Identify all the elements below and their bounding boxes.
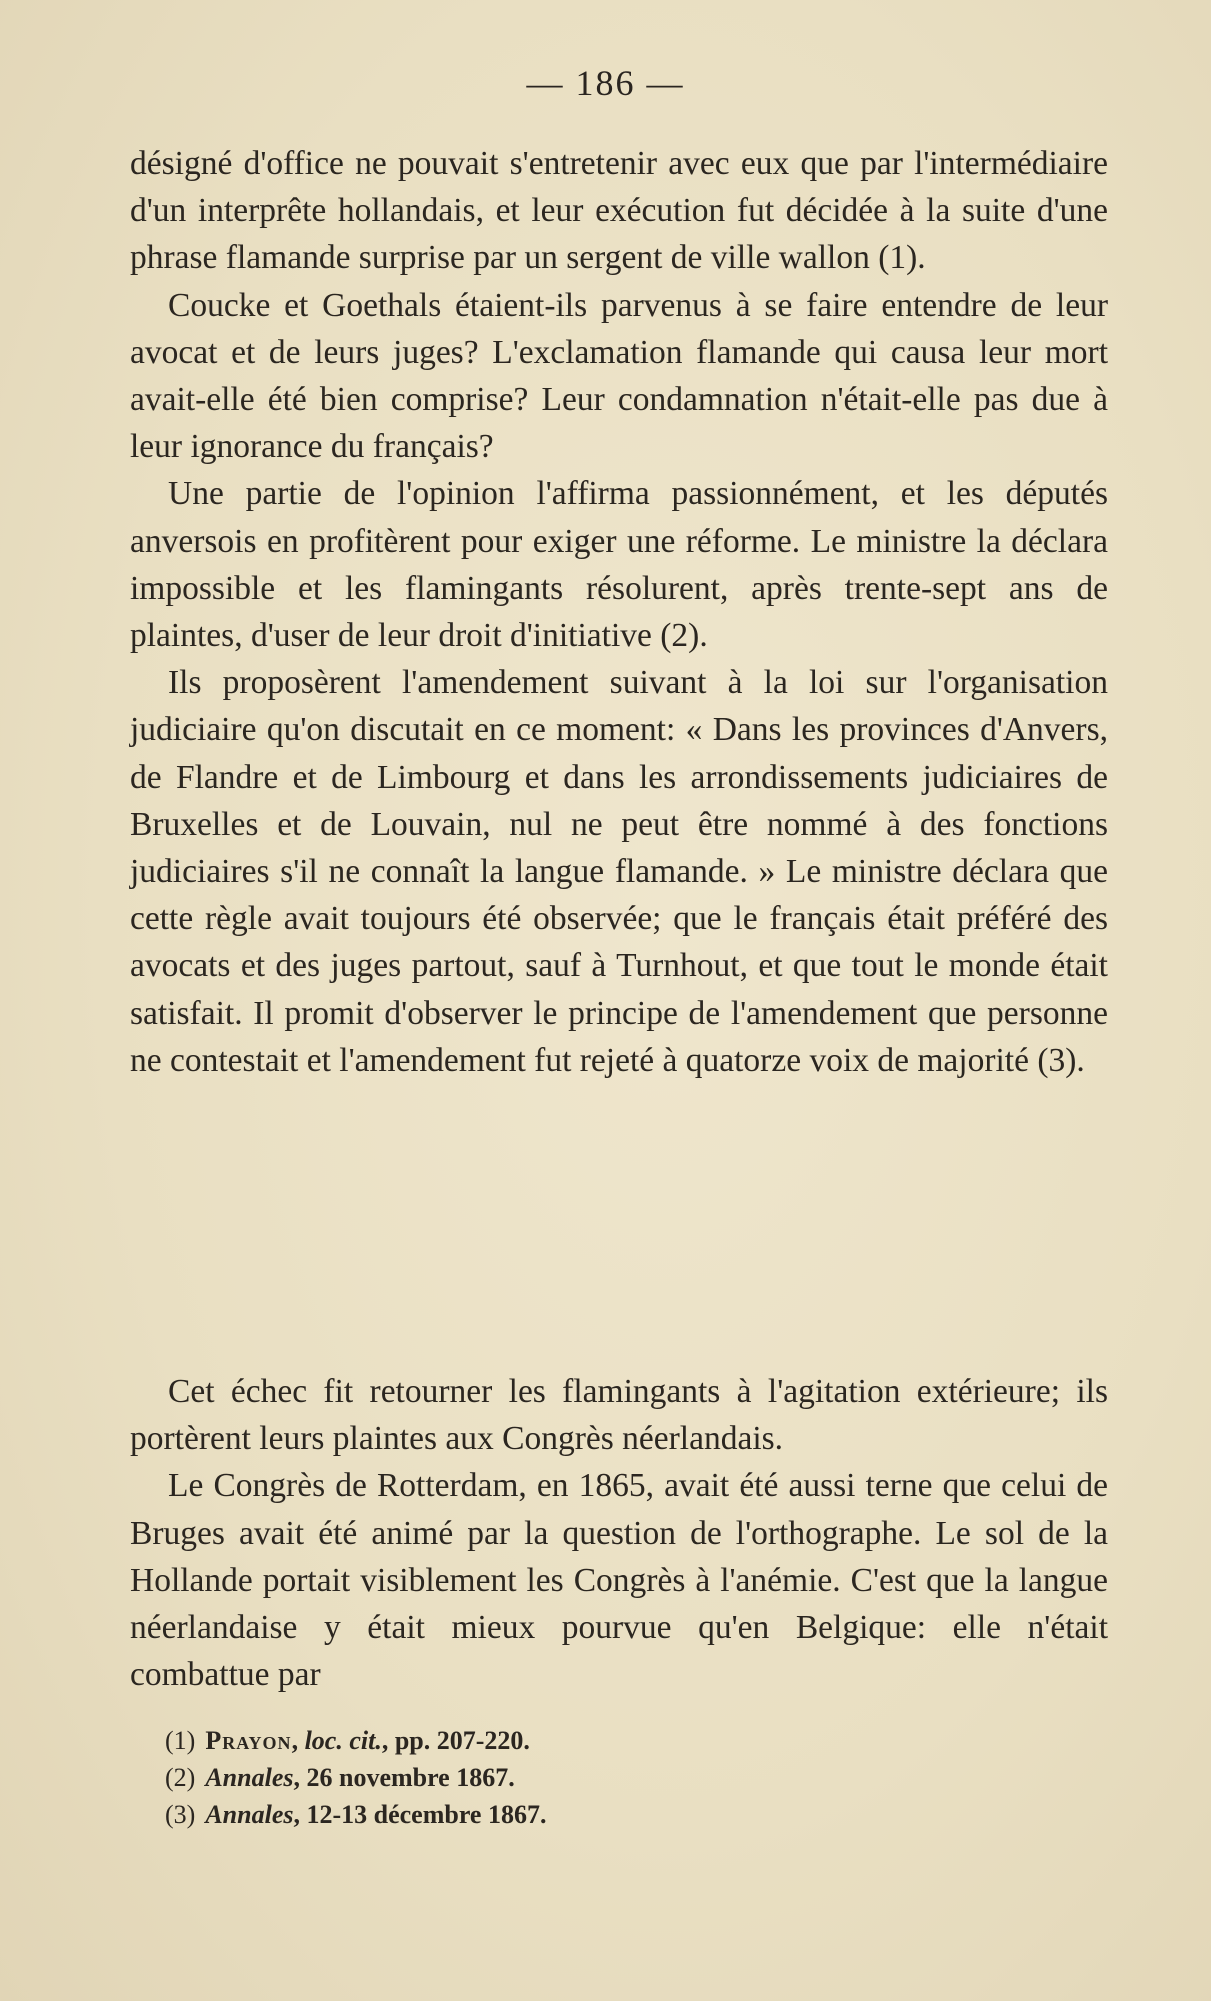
page-number: — 186 — [526, 63, 685, 103]
paragraph: Cet échec fit retourner les flamingants à l'agitation extérieure; ils portèrent leurs plaintes aux Congrès néerlandais. [130, 1373, 1108, 1458]
footnote-source: Annales [205, 1763, 294, 1792]
footnote-1: (1) Prayon, loc. cit., pp. 207-220. [165, 1726, 530, 1755]
footnote-number: (3) [165, 1800, 196, 1829]
footnote-rest: , 26 novembre 1867. [293, 1763, 515, 1792]
footnote-number: (1) [165, 1726, 196, 1755]
footnote-rest: , 12-13 décembre 1867. [293, 1800, 547, 1829]
paragraph: Ils proposèrent l'amendement suivant à la loi sur l'organisation judiciaire qu'on discutait en ce moment: « Dans les provinces d'Anvers, de Flandre et de Limbourg et dans les arrondissements judiciaires de Bruxelles et de Louvain, nul ne peut être nommé à des fonctions judiciaires s'il ne connaît la langue flamande. » Le ministre déclara que cette règle avait toujours été observée; que le français était préféré des avocats et des juges partout, sauf à Turnhout, et que tout le monde était satisfait. Il promit d'observer le principe de l'amendement que personne ne contestait et l'amendement fut rejeté à quatorze voix de majorité (3). [130, 664, 1108, 1079]
body-text-bottom [130, 1368, 1108, 1698]
paragraph: Le Congrès de Rotterdam, en 1865, avait été aussi terne que celui de Bruges avait été animé par la question de l'orthographe. Le sol de la Hollande portait visiblement les Congrès à l'anémie. C'est que la langue néerlandaise y était mieux pourvue qu'en Belgique: elle n'était combattue par [130, 1467, 1108, 1694]
body-text-top [130, 140, 1108, 1084]
paragraph: désigné d'office ne pouvait s'entretenir avec eux que par l'intermédiaire d'un interprête hollandais, et leur exécution fut décidée à la suite d'une phrase flamande surprise par un sergent de ville wallon (1). [130, 145, 1108, 277]
footnote-3 [165, 1796, 965, 1833]
paragraph: Une partie de l'opinion l'affirma passionnément, et les députés anversois en profitèrent pour exiger une réforme. Le ministre la déclara impossible et les flamingants résolurent, après trente-sept ans de plaintes, d'user de leur droit d'initiative (2). [130, 475, 1108, 655]
footnote-number: (2) [165, 1763, 196, 1792]
footnote-rest: , pp. 207-220. [381, 1726, 530, 1755]
footnote-author: Prayon [205, 1726, 292, 1755]
footnotes [165, 1722, 965, 1833]
footnote-source: loc. cit. [304, 1726, 382, 1755]
footnote-source: Annales [205, 1800, 294, 1829]
footnote-2 [165, 1759, 965, 1796]
paragraph: Coucke et Goethals étaient-ils parvenus à se faire entendre de leur avocat et de leurs juges? L'exclamation flamande qui causa leur mort avait-elle été bien comprise? Leur condamnation n'était-elle pas due à leur ignorance du français? [130, 286, 1108, 466]
